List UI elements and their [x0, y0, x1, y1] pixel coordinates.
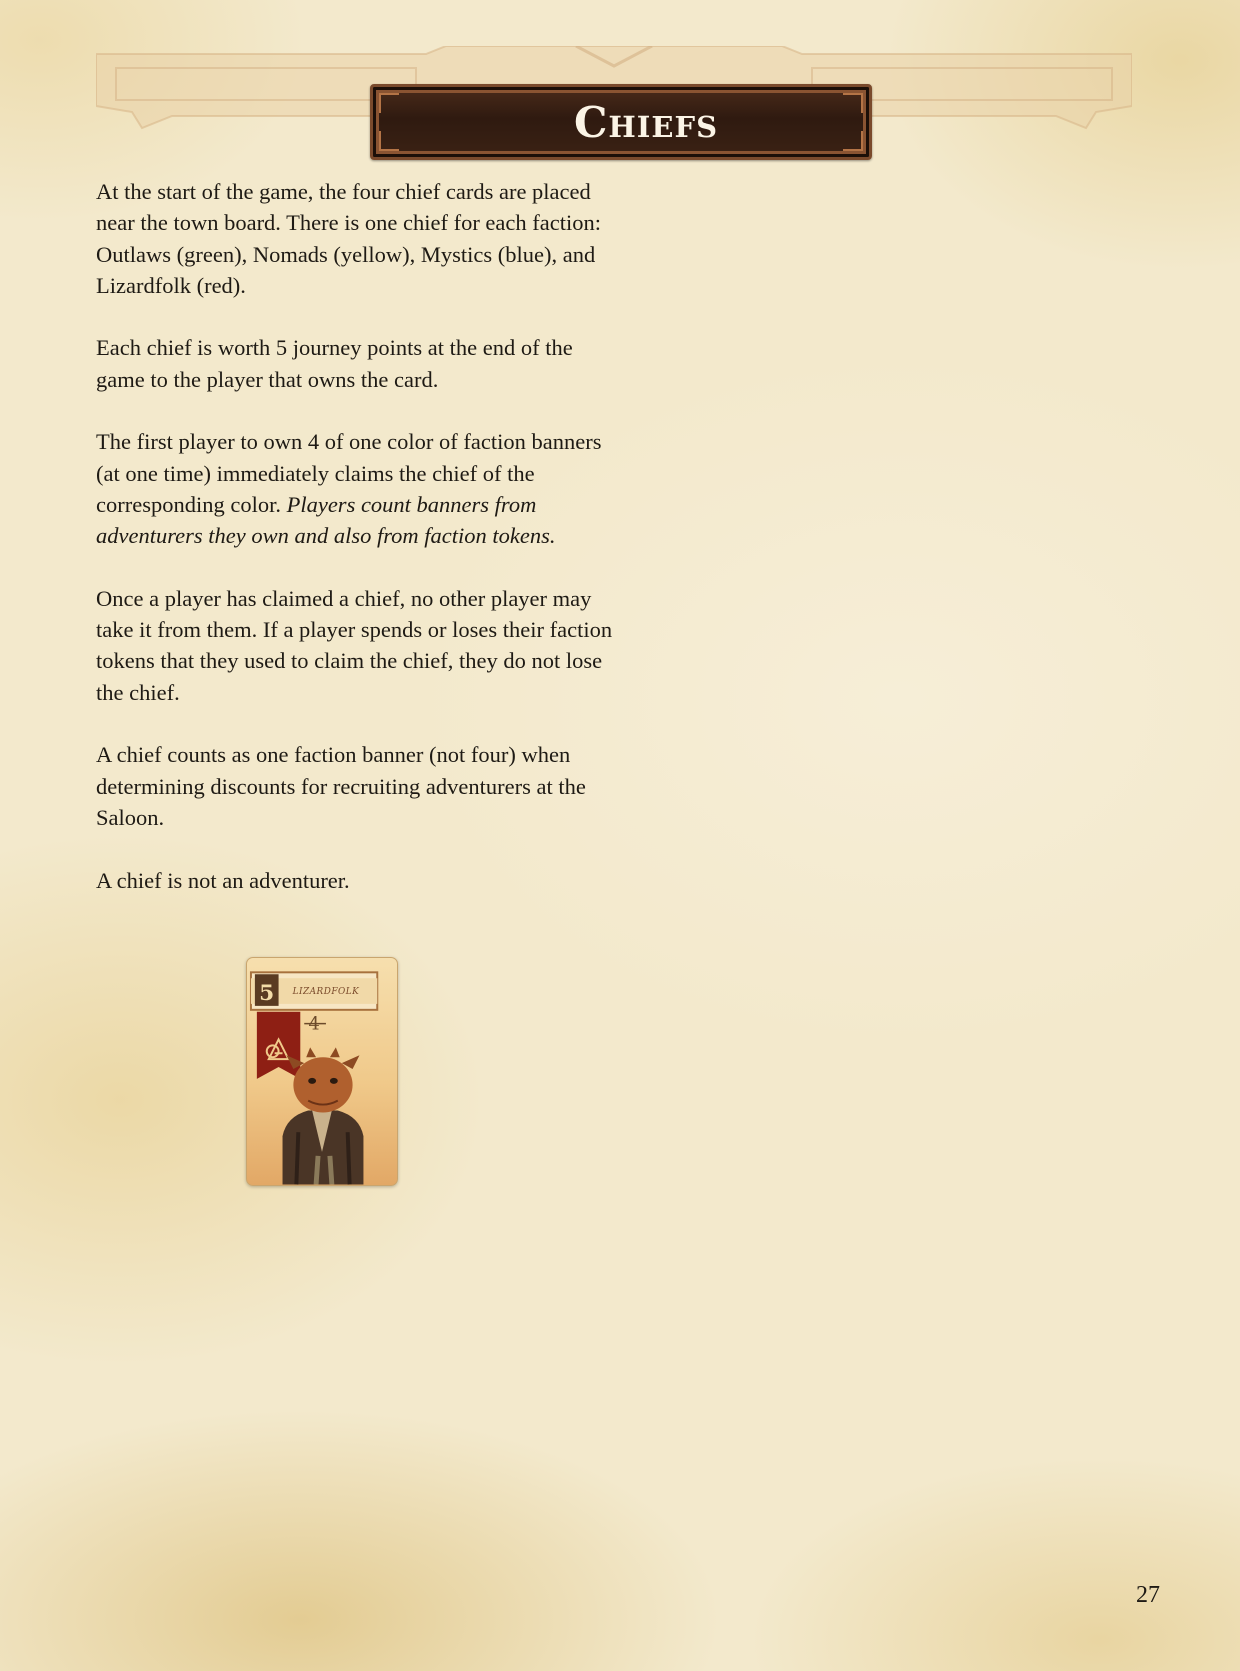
plate-corner-ornament	[379, 131, 399, 151]
page-number: 27	[1136, 1582, 1160, 1608]
page-title: Chiefs	[573, 97, 719, 147]
lizardfolk-figure-icon	[283, 1047, 364, 1184]
paragraph-discounts: A chief counts as one faction banner (not four) when determining discounts for recruiting adventurers at the Saloon.	[96, 742, 586, 830]
paragraph-ownership: Once a player has claimed a chief, no other player may take it from them. If a player spends or loses their faction tokens that they used to claim the chief, they do not lose the chief.	[96, 585, 613, 705]
plate-corner-ornament	[379, 93, 399, 113]
paragraph-setup: At the start of the game, the four chief cards are placed near the town board. There is one chief for each faction: Outlaws (green), Nomads (yellow), Mystics (blue), and Lizardfolk (red).	[96, 179, 601, 298]
plate-corner-ornament	[843, 131, 863, 151]
card-points: 5	[259, 980, 275, 1006]
paragraph-points: Each chief is worth 5 journey points at the end of the game to the player that owns the card.	[96, 335, 573, 392]
banner-count: 4	[308, 1014, 320, 1035]
title-plate	[370, 84, 872, 160]
italic-note: Players count banners from adventurers they own and also from faction tokens.	[96, 491, 556, 549]
faction-banner-icon	[257, 1012, 300, 1079]
rules-text	[96, 176, 626, 927]
chief-card-illustration	[246, 957, 398, 1186]
plate-corner-ornament	[843, 93, 863, 113]
card-name: LIZARDFOLK	[292, 987, 360, 998]
paragraph-claiming: The first player to own 4 of one color of faction banners (at one time) immediately claims the chief of the corresponding color. Players count banners from adventurers they own and also from faction tokens.	[96, 429, 602, 549]
paragraph-not-adventurer: A chief is not an adventurer.	[96, 867, 350, 893]
